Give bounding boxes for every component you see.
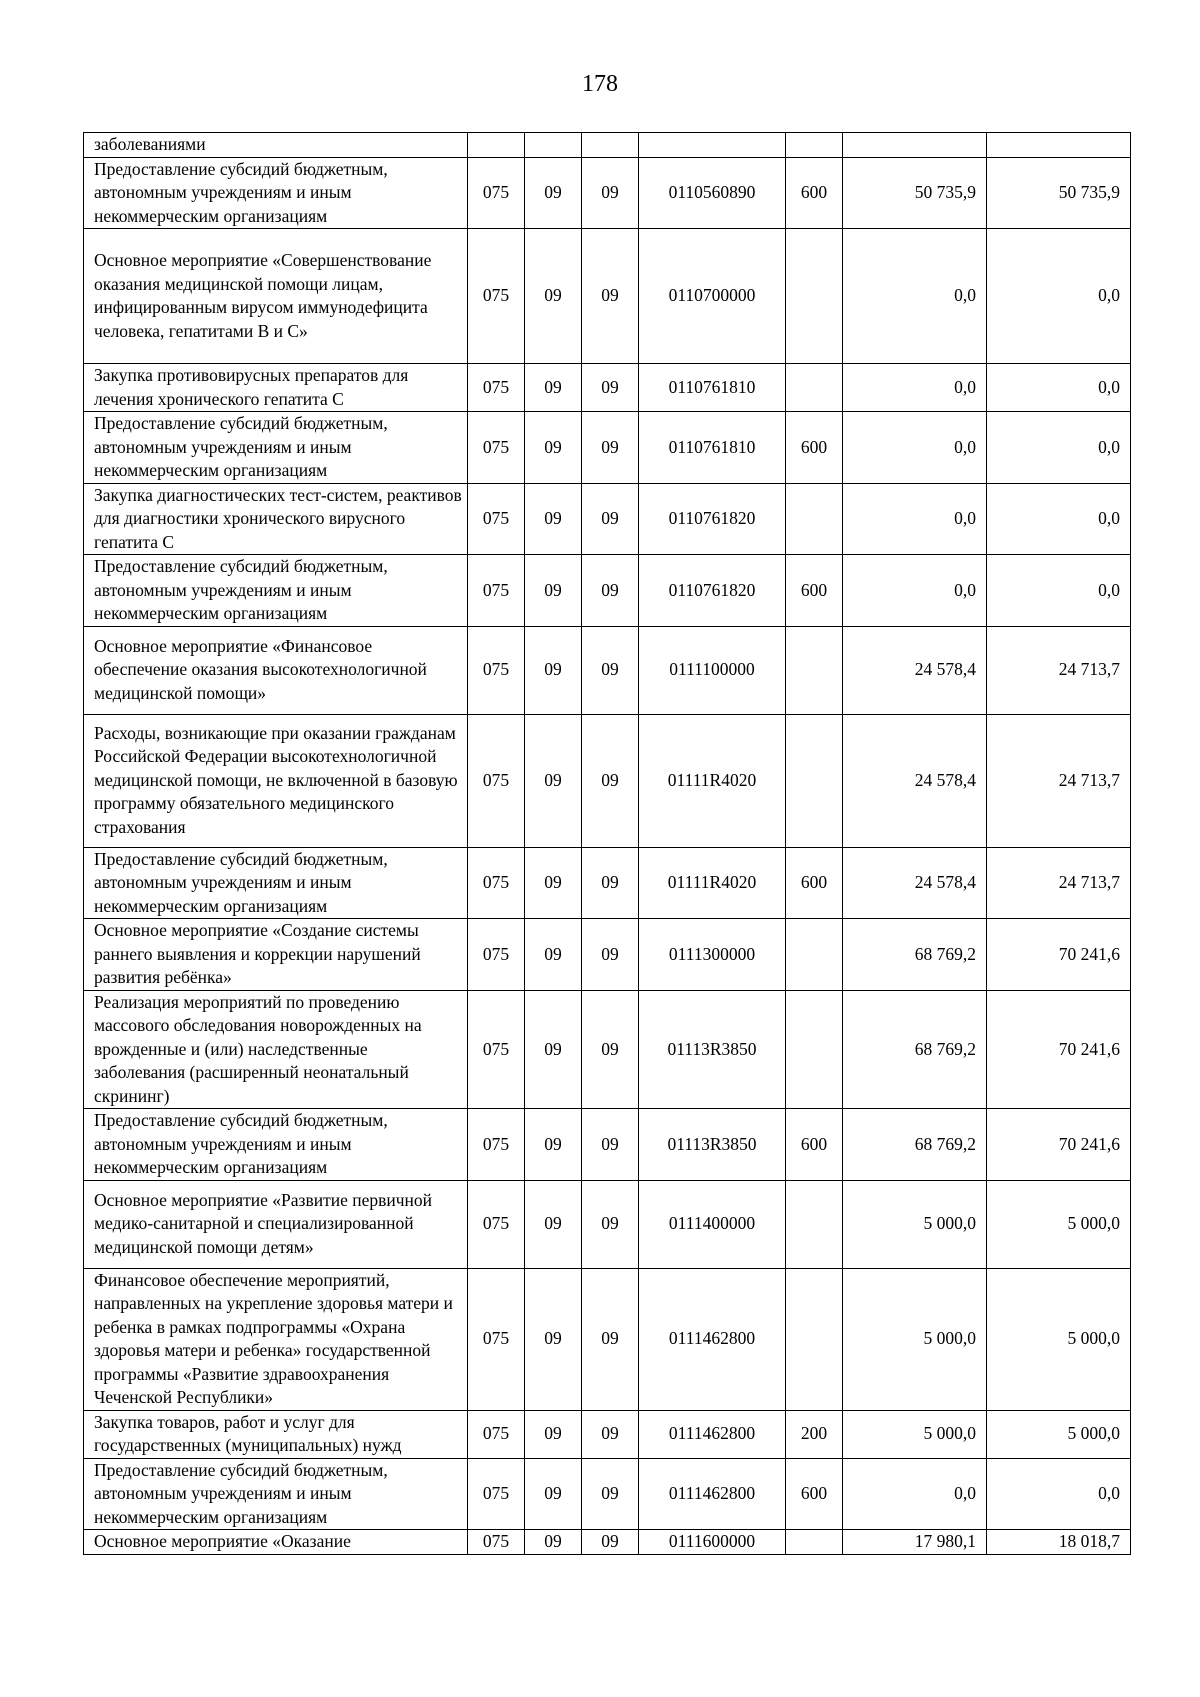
code-grbs: 075 — [468, 1268, 525, 1410]
code-expense-type — [786, 1530, 843, 1555]
code-expense-type — [786, 364, 843, 412]
item-name: Закупка противовирусных препаратов для лечения хронического гепатита С — [84, 364, 468, 412]
code-subsection: 09 — [582, 483, 639, 555]
item-name: Предоставление субсидий бюджетным, автономным учреждениям и иным некоммерческим организациям — [84, 157, 468, 229]
code-section: 09 — [525, 1180, 582, 1268]
code-subsection: 09 — [582, 919, 639, 991]
code-grbs: 075 — [468, 626, 525, 714]
table-row — [84, 1109, 1131, 1181]
table-row — [84, 1180, 1131, 1268]
amount-year-1 — [843, 133, 987, 158]
code-target-item: 0111100000 — [639, 626, 786, 714]
code-target-item: 0110761810 — [639, 412, 786, 484]
table-row — [84, 229, 1131, 364]
amount-year-1: 5 000,0 — [843, 1180, 987, 1268]
code-expense-type: 600 — [786, 847, 843, 919]
amount-year-2: 0,0 — [987, 483, 1131, 555]
code-expense-type: 600 — [786, 555, 843, 627]
amount-year-1: 24 578,4 — [843, 714, 987, 847]
amount-year-2: 70 241,6 — [987, 990, 1131, 1109]
code-target-item: 01113R3850 — [639, 1109, 786, 1181]
amount-year-2: 5 000,0 — [987, 1268, 1131, 1410]
code-subsection: 09 — [582, 1109, 639, 1181]
code-grbs — [468, 133, 525, 158]
code-subsection: 09 — [582, 229, 639, 364]
code-grbs: 075 — [468, 1530, 525, 1555]
amount-year-1: 5 000,0 — [843, 1268, 987, 1410]
table-row — [84, 555, 1131, 627]
code-expense-type — [786, 919, 843, 991]
amount-year-2: 18 018,7 — [987, 1530, 1131, 1555]
code-target-item: 0110761820 — [639, 483, 786, 555]
code-expense-type: 200 — [786, 1410, 843, 1458]
amount-year-2: 0,0 — [987, 229, 1131, 364]
code-target-item: 0111462800 — [639, 1410, 786, 1458]
item-name: заболеваниями — [84, 133, 468, 158]
code-expense-type — [786, 990, 843, 1109]
amount-year-1: 0,0 — [843, 364, 987, 412]
table-row — [84, 714, 1131, 847]
item-name: Реализация мероприятий по проведению массового обследования новорожденных на врожденные и (или) наследственные заболевания (расширенный неонатальный скрининг) — [84, 990, 468, 1109]
code-expense-type — [786, 483, 843, 555]
budget-table — [83, 132, 1131, 1555]
code-grbs: 075 — [468, 1458, 525, 1530]
table-row — [84, 626, 1131, 714]
amount-year-1: 24 578,4 — [843, 847, 987, 919]
code-grbs: 075 — [468, 364, 525, 412]
code-subsection: 09 — [582, 1410, 639, 1458]
code-target-item: 0110700000 — [639, 229, 786, 364]
amount-year-2: 70 241,6 — [987, 919, 1131, 991]
amount-year-2: 5 000,0 — [987, 1410, 1131, 1458]
code-grbs: 075 — [468, 714, 525, 847]
item-name: Основное мероприятие «Развитие первичной медико-санитарной и специализированной медицинской помощи детям» — [84, 1180, 468, 1268]
code-subsection: 09 — [582, 555, 639, 627]
item-name: Основное мероприятие «Финансовое обеспечение оказания высокотехнологичной медицинской помощи» — [84, 626, 468, 714]
code-subsection: 09 — [582, 412, 639, 484]
table-row — [84, 1458, 1131, 1530]
code-grbs: 075 — [468, 919, 525, 991]
item-name: Предоставление субсидий бюджетным, автономным учреждениям и иным некоммерческим организациям — [84, 1109, 468, 1181]
code-target-item: 01113R3850 — [639, 990, 786, 1109]
code-grbs: 075 — [468, 412, 525, 484]
table-row — [84, 1268, 1131, 1410]
amount-year-2: 0,0 — [987, 364, 1131, 412]
table-row — [84, 1410, 1131, 1458]
amount-year-1: 0,0 — [843, 229, 987, 364]
table-row — [84, 847, 1131, 919]
code-target-item: 0111462800 — [639, 1268, 786, 1410]
amount-year-1: 50 735,9 — [843, 157, 987, 229]
code-section: 09 — [525, 1109, 582, 1181]
code-expense-type — [786, 714, 843, 847]
item-name: Предоставление субсидий бюджетным, автономным учреждениям и иным некоммерческим организациям — [84, 555, 468, 627]
code-section: 09 — [525, 157, 582, 229]
amount-year-2: 24 713,7 — [987, 847, 1131, 919]
code-grbs: 075 — [468, 555, 525, 627]
item-name: Предоставление субсидий бюджетным, автономным учреждениям и иным некоммерческим организациям — [84, 1458, 468, 1530]
code-expense-type — [786, 1268, 843, 1410]
amount-year-1: 5 000,0 — [843, 1410, 987, 1458]
code-section: 09 — [525, 412, 582, 484]
code-grbs: 075 — [468, 990, 525, 1109]
code-subsection: 09 — [582, 626, 639, 714]
code-grbs: 075 — [468, 483, 525, 555]
code-grbs: 075 — [468, 1410, 525, 1458]
code-grbs: 075 — [468, 847, 525, 919]
code-expense-type: 600 — [786, 1109, 843, 1181]
table-row — [84, 919, 1131, 991]
code-target-item: 0110560890 — [639, 157, 786, 229]
amount-year-2: 24 713,7 — [987, 626, 1131, 714]
code-expense-type: 600 — [786, 1458, 843, 1530]
amount-year-1: 24 578,4 — [843, 626, 987, 714]
item-name: Финансовое обеспечение мероприятий, направленных на укрепление здоровья матери и ребенка в рамках подпрограммы «Охрана здоровья матери и ребенка» государственной программы «Развитие здравоохранения Чеченской Республики» — [84, 1268, 468, 1410]
code-section: 09 — [525, 555, 582, 627]
item-name: Основное мероприятие «Совершенствование оказания медицинской помощи лицам, инфицированным вирусом иммунодефицита человека, гепатитами В и С» — [84, 229, 468, 364]
code-section: 09 — [525, 919, 582, 991]
code-grbs: 075 — [468, 157, 525, 229]
table-row — [84, 157, 1131, 229]
amount-year-1: 68 769,2 — [843, 919, 987, 991]
amount-year-2: 5 000,0 — [987, 1180, 1131, 1268]
amount-year-2: 50 735,9 — [987, 157, 1131, 229]
amount-year-1: 68 769,2 — [843, 990, 987, 1109]
amount-year-2 — [987, 133, 1131, 158]
code-subsection: 09 — [582, 157, 639, 229]
code-expense-type — [786, 133, 843, 158]
amount-year-2: 70 241,6 — [987, 1109, 1131, 1181]
amount-year-2: 0,0 — [987, 412, 1131, 484]
code-section: 09 — [525, 714, 582, 847]
code-subsection: 09 — [582, 1268, 639, 1410]
code-subsection: 09 — [582, 1530, 639, 1555]
code-section: 09 — [525, 847, 582, 919]
code-section: 09 — [525, 483, 582, 555]
amount-year-2: 0,0 — [987, 1458, 1131, 1530]
amount-year-1: 0,0 — [843, 1458, 987, 1530]
page-number: 178 — [582, 71, 618, 97]
code-target-item: 01111R4020 — [639, 714, 786, 847]
table-row — [84, 133, 1131, 158]
code-subsection — [582, 133, 639, 158]
amount-year-2: 0,0 — [987, 555, 1131, 627]
code-expense-type — [786, 1180, 843, 1268]
amount-year-1: 17 980,1 — [843, 1530, 987, 1555]
code-section: 09 — [525, 364, 582, 412]
code-target-item: 01111R4020 — [639, 847, 786, 919]
code-target-item — [639, 133, 786, 158]
code-expense-type — [786, 626, 843, 714]
item-name: Закупка диагностических тест-систем, реактивов для диагностики хронического вирусного гепатита С — [84, 483, 468, 555]
code-target-item: 0111400000 — [639, 1180, 786, 1268]
amount-year-1: 0,0 — [843, 412, 987, 484]
amount-year-1: 68 769,2 — [843, 1109, 987, 1181]
code-subsection: 09 — [582, 714, 639, 847]
code-section — [525, 133, 582, 158]
item-name: Расходы, возникающие при оказании гражданам Российской Федерации высокотехнологичной медицинской помощи, не включенной в базовую программу обязательного медицинского страхования — [84, 714, 468, 847]
code-target-item: 0110761810 — [639, 364, 786, 412]
table-row — [84, 1530, 1131, 1555]
table-row — [84, 990, 1131, 1109]
table-body — [84, 133, 1131, 1555]
code-subsection: 09 — [582, 1458, 639, 1530]
code-section: 09 — [525, 1410, 582, 1458]
code-target-item: 0111462800 — [639, 1458, 786, 1530]
code-subsection: 09 — [582, 847, 639, 919]
amount-year-2: 24 713,7 — [987, 714, 1131, 847]
code-expense-type: 600 — [786, 157, 843, 229]
table-row — [84, 412, 1131, 484]
code-grbs: 075 — [468, 229, 525, 364]
code-target-item: 0111600000 — [639, 1530, 786, 1555]
code-section: 09 — [525, 229, 582, 364]
item-name: Основное мероприятие «Создание системы раннего выявления и коррекции нарушений развития ребёнка» — [84, 919, 468, 991]
code-section: 09 — [525, 626, 582, 714]
amount-year-1: 0,0 — [843, 483, 987, 555]
code-expense-type — [786, 229, 843, 364]
code-subsection: 09 — [582, 364, 639, 412]
code-expense-type: 600 — [786, 412, 843, 484]
code-section: 09 — [525, 1458, 582, 1530]
code-subsection: 09 — [582, 990, 639, 1109]
code-target-item: 0110761820 — [639, 555, 786, 627]
item-name: Закупка товаров, работ и услуг для государственных (муниципальных) нужд — [84, 1410, 468, 1458]
item-name: Основное мероприятие «Оказание — [84, 1530, 468, 1555]
code-target-item: 0111300000 — [639, 919, 786, 991]
table-row — [84, 364, 1131, 412]
amount-year-1: 0,0 — [843, 555, 987, 627]
code-section: 09 — [525, 1530, 582, 1555]
item-name: Предоставление субсидий бюджетным, автономным учреждениям и иным некоммерческим организациям — [84, 847, 468, 919]
code-grbs: 075 — [468, 1109, 525, 1181]
table-row — [84, 483, 1131, 555]
code-section: 09 — [525, 990, 582, 1109]
code-section: 09 — [525, 1268, 582, 1410]
item-name: Предоставление субсидий бюджетным, автономным учреждениям и иным некоммерческим организациям — [84, 412, 468, 484]
code-subsection: 09 — [582, 1180, 639, 1268]
code-grbs: 075 — [468, 1180, 525, 1268]
